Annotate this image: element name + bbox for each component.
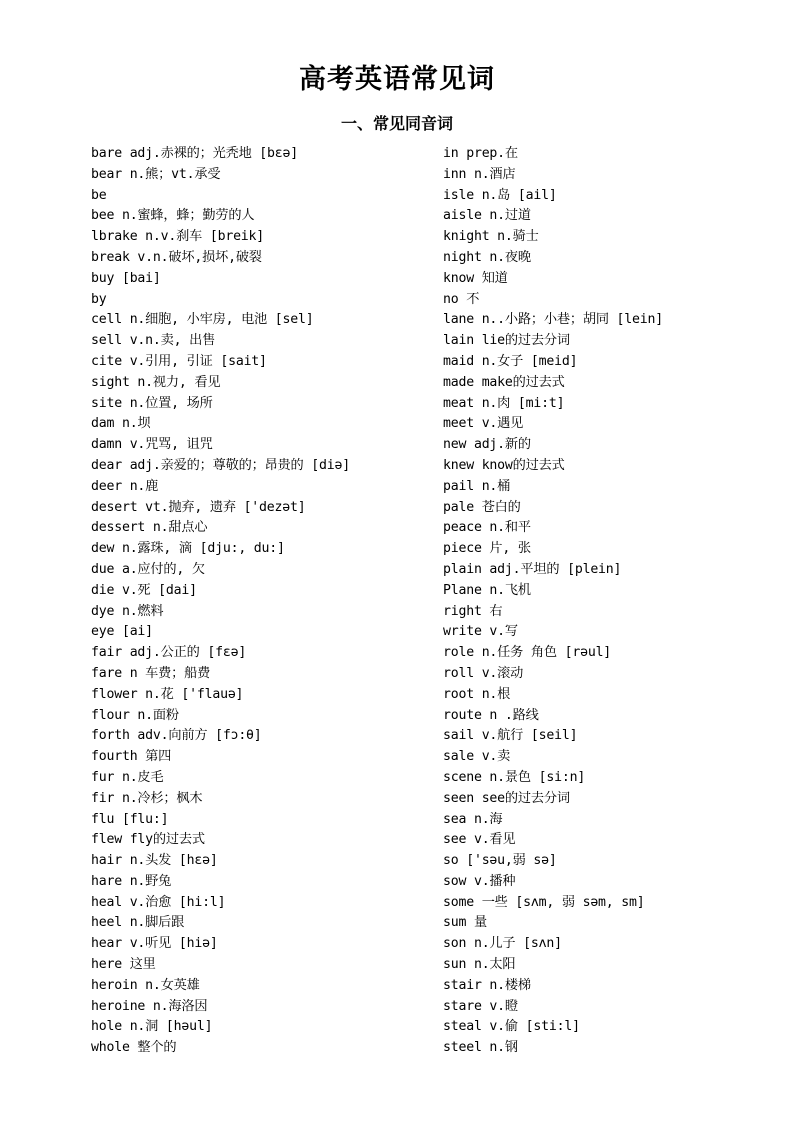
word-entry: fourth 第四 <box>91 749 172 765</box>
word-entry: plain adj.平坦的 [plein] <box>443 561 622 577</box>
word-entry: made make的过去式 <box>443 374 565 390</box>
word-entry: forth adv.向前方 [fɔ:θ] <box>91 728 262 744</box>
word-entry: steal v.偷 [sti:l] <box>443 1019 580 1035</box>
word-entry: flu [flu:] <box>91 811 169 827</box>
section-heading: 一、常见同音词 <box>340 114 453 133</box>
word-entry: by <box>91 291 107 307</box>
word-entry: fair adj.公正的 [fɛə] <box>91 645 247 661</box>
word-entry: heroine n.海洛因 <box>91 998 208 1014</box>
word-entry: steel n.钢 <box>443 1040 518 1056</box>
word-entry: aisle n.过道 <box>443 208 531 224</box>
word-entry: stare v.瞪 <box>443 998 518 1014</box>
word-entry: right 右 <box>443 603 503 619</box>
page-title: 高考英语常见词 <box>299 64 495 95</box>
word-entry: lane n..小路；小巷；胡同 [lein] <box>443 312 663 328</box>
word-entry: see v.看见 <box>443 832 516 848</box>
word-entry: root n.根 <box>443 686 511 702</box>
word-entry: fir n.冷杉；枫木 <box>91 790 203 806</box>
word-entry: flower n.花 ['flauə] <box>91 686 244 702</box>
word-entry: fare n 车费；船费 <box>91 665 211 681</box>
word-entry: buy [bai] <box>91 270 161 286</box>
word-entry: knight n.骑士 <box>443 229 539 245</box>
word-entry: sun n.太阳 <box>443 957 516 973</box>
word-entry: sight n.视力, 看见 <box>91 374 221 390</box>
word-entry: new adj.新的 <box>443 437 531 453</box>
word-entry: be <box>91 187 107 203</box>
word-entry: here 这里 <box>91 957 156 973</box>
word-entry: scene n.景色 [si:n] <box>443 769 586 785</box>
word-entry: dam n.坝 <box>91 416 151 432</box>
word-entry: flour n.面粉 <box>91 707 179 723</box>
word-entry: hear v.听见 [hiə] <box>91 936 218 952</box>
word-entry: dew n.露珠, 滴 [dju:, du:] <box>91 541 285 557</box>
word-entry: hair n.头发 [hɛə] <box>91 853 218 869</box>
word-entry: lain lie的过去分词 <box>443 333 570 349</box>
word-entry: flew fly的过去式 <box>91 832 205 848</box>
word-entry: roll v.滚动 <box>443 665 524 681</box>
word-entry: sale v.卖 <box>443 749 511 765</box>
right-word-column <box>443 144 763 1059</box>
word-entry: so ['səu,弱 sə] <box>443 853 557 869</box>
word-entry: isle n.岛 [ail] <box>443 187 557 203</box>
word-entry: role n.任务 角色 [rəul] <box>443 645 612 661</box>
left-word-column <box>91 144 436 1059</box>
word-entry: knew know的过去式 <box>443 457 565 473</box>
word-entry: son n.儿子 [sʌn] <box>443 936 562 952</box>
word-entry: pail n.桶 <box>443 478 511 494</box>
word-entry: bee n.蜜蜂，蜂；勤劳的人 <box>91 208 255 224</box>
word-entry: die v.死 [dai] <box>91 582 197 598</box>
word-entry: meat n.肉 [mi:t] <box>443 395 565 411</box>
word-entry: pale 苍白的 <box>443 499 521 515</box>
word-entry: seen see的过去分词 <box>443 790 570 806</box>
word-entry: piece 片, 张 <box>443 541 531 557</box>
word-entry: sail v.航行 [seil] <box>443 728 578 744</box>
word-entry: due a.应付的, 欠 <box>91 561 205 577</box>
word-entry: cite v.引用, 引证 [sait] <box>91 353 267 369</box>
word-entry: cell n.细胞, 小牢房, 电池 [sel] <box>91 312 314 328</box>
word-entry: maid n.女子 [meid] <box>443 353 578 369</box>
word-entry: hole n.洞 [həul] <box>91 1019 213 1035</box>
word-entry: sea n.海 <box>443 811 503 827</box>
word-entry: inn n.酒店 <box>443 166 516 182</box>
word-entry: sow v.播种 <box>443 873 516 889</box>
word-entry: deer n.鹿 <box>91 478 159 494</box>
word-entry: whole 整个的 <box>91 1040 177 1056</box>
word-entry: site n.位置, 场所 <box>91 395 213 411</box>
word-entry: break v.n.破坏,损坏,破裂 <box>91 249 262 265</box>
word-entry: heroin n.女英雄 <box>91 977 200 993</box>
word-entry: dear adj.亲爱的；尊敬的；昂贵的 [diə] <box>91 457 350 473</box>
word-entry: hare n.野兔 <box>91 873 172 889</box>
word-entry: bare adj.赤裸的；光秃地 [bɛə] <box>91 146 299 161</box>
word-entry: Plane n.飞机 <box>443 582 531 598</box>
word-entry: some 一些 [sʌm, 弱 səm, sm] <box>443 894 645 910</box>
word-entry: no 不 <box>443 291 480 307</box>
word-entry: sum 量 <box>443 915 487 931</box>
word-entry: heal v.治愈 [hi:l] <box>91 894 226 910</box>
word-entry: fur n.皮毛 <box>91 769 164 785</box>
word-entry: damn v.咒骂, 诅咒 <box>91 437 213 453</box>
word-entry: dye n.燃料 <box>91 603 164 619</box>
word-entry: heel n.脚后跟 <box>91 915 185 931</box>
word-entry: meet v.遇见 <box>443 416 524 432</box>
word-entry: peace n.和平 <box>443 520 531 536</box>
word-entry: night n.夜晚 <box>443 249 531 265</box>
word-entry: route n .路线 <box>443 707 539 723</box>
word-entry: in prep.在 <box>443 146 518 161</box>
word-entry: dessert n.甜点心 <box>91 520 208 536</box>
word-entry: write v.写 <box>443 624 518 640</box>
word-entry: bear n.熊；vt.承受 <box>91 166 221 182</box>
word-entry: desert vt.抛弃, 遗弃 ['dezət] <box>91 499 306 515</box>
word-entry: lbrake n.v.刹车 [breik] <box>91 229 265 245</box>
word-entry: eye [ai] <box>91 624 153 640</box>
word-entry: know 知道 <box>443 270 508 286</box>
word-entry: sell v.n.卖, 出售 <box>91 333 216 349</box>
word-entry: stair n.楼梯 <box>443 977 531 993</box>
